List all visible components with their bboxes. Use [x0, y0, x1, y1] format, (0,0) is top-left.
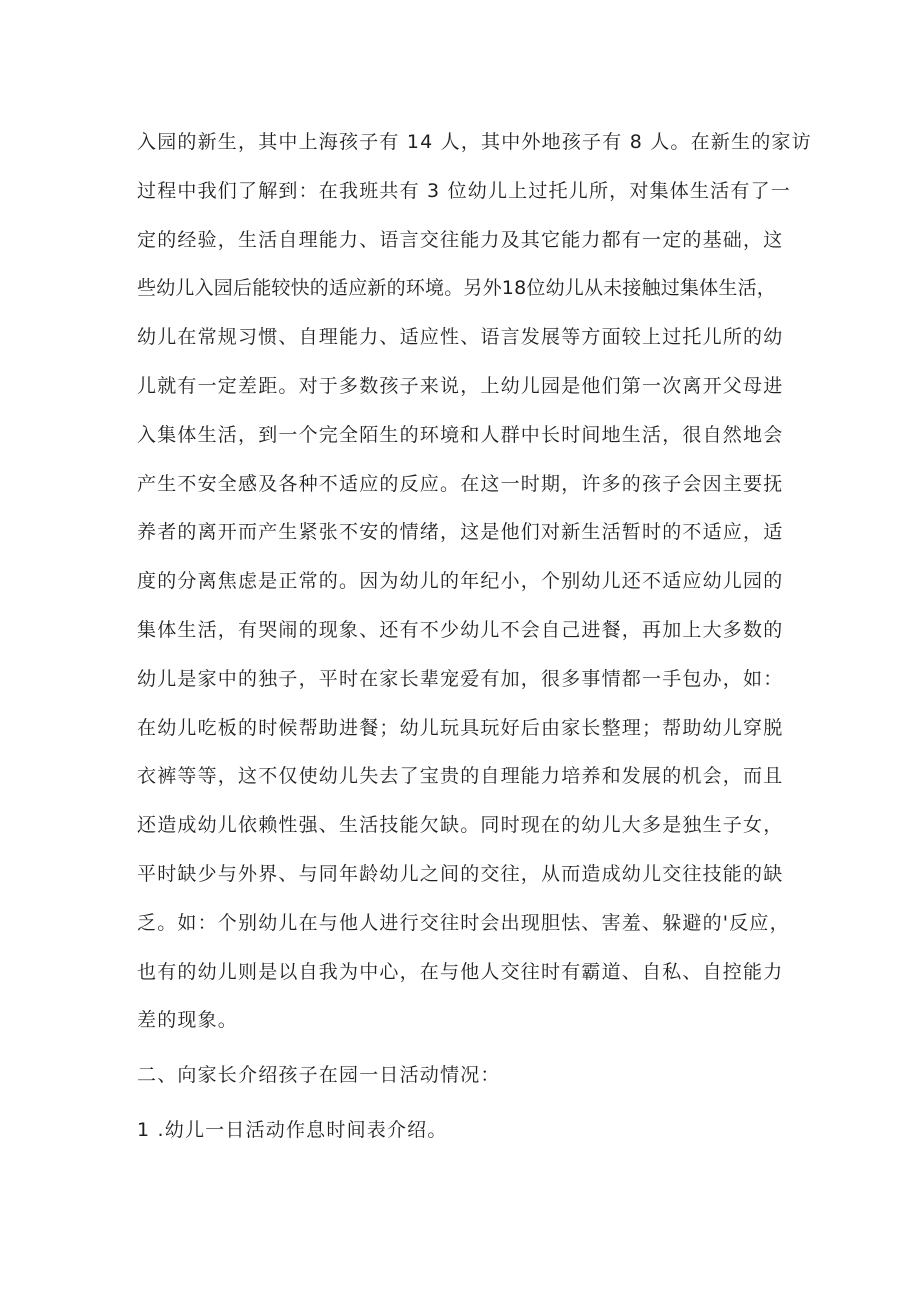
paragraph-line: 定的经验，生活自理能力、语言交往能力及其它能力都有一定的基础，这	[137, 228, 784, 251]
paragraph-line: 集体生活，有哭闹的现象、还有不少幼儿不会自己进餐，再加上大多数的	[137, 618, 784, 641]
document-body	[137, 118, 812, 1155]
list-item: 1 .幼儿一日活动作息时间表介绍。	[137, 1118, 448, 1141]
paragraph-line: 入集体生活，到一个完全陌生的环境和人群中长时间地生活，很自然地会	[137, 423, 784, 446]
paragraph-line: 儿就有一定差距。对于多数孩子来说，上幼儿园是他们第一次离开父母进	[137, 374, 784, 397]
paragraph-line: 乏。如：个别幼儿在与他人进行交往时会出现胆怯、害羞、躲避的'反应，	[137, 911, 790, 934]
paragraph-line: 幼儿是家中的独子，平时在家长辈宠爱有加，很多事情都一手包办，如：	[137, 667, 784, 690]
paragraph-line: 平时缺少与外界、与同年龄幼儿之间的交往，从而造成幼儿交往技能的缺	[137, 862, 784, 885]
paragraph-line: 过程中我们了解到：在我班共有 3 位幼儿上过托儿所，对集体生活有了一	[137, 179, 791, 202]
paragraph-line: 些幼儿入园后能较快的适应新的环境。另外18位幼儿从未接触过集体生活，	[137, 277, 776, 300]
section-heading: 二、向家长介绍孩子在园一日活动情况：	[137, 1064, 501, 1087]
paragraph-line: 入园的新生，其中上海孩子有 14 人，其中外地孩子有 8 人。在新生的家访	[137, 131, 812, 153]
paragraph-line: 还造成幼儿依赖性强、生活技能欠缺。同时现在的幼儿大多是独生子女，	[137, 814, 784, 837]
paragraph-line: 衣裤等等，这不仅使幼儿失去了宝贵的自理能力培养和发展的机会，而且	[137, 765, 784, 788]
paragraph-line: 幼儿在常规习惯、自理能力、适应性、语言发展等方面较上过托儿所的幼	[137, 326, 784, 349]
paragraph-line: 也有的幼儿则是以自我为中心，在与他人交往时有霸道、自私、自控能力	[137, 960, 784, 983]
paragraph-line: 产生不安全感及各种不适应的反应。在这一时期，许多的孩子会因主要抚	[137, 472, 784, 495]
paragraph-line: 差的现象。	[137, 1009, 239, 1032]
paragraph-line: 在幼儿吃板的时候帮助进餐；幼儿玩具玩好后由家长整理；帮助幼儿穿脱	[137, 716, 784, 739]
paragraph-line: 度的分离焦虑是正常的。因为幼儿的年纪小，个别幼儿还不适应幼儿园的	[137, 570, 784, 593]
paragraph-line: 养者的离开而产生紧张不安的情绪，这是他们对新生活暂时的不适应，适	[137, 521, 784, 544]
